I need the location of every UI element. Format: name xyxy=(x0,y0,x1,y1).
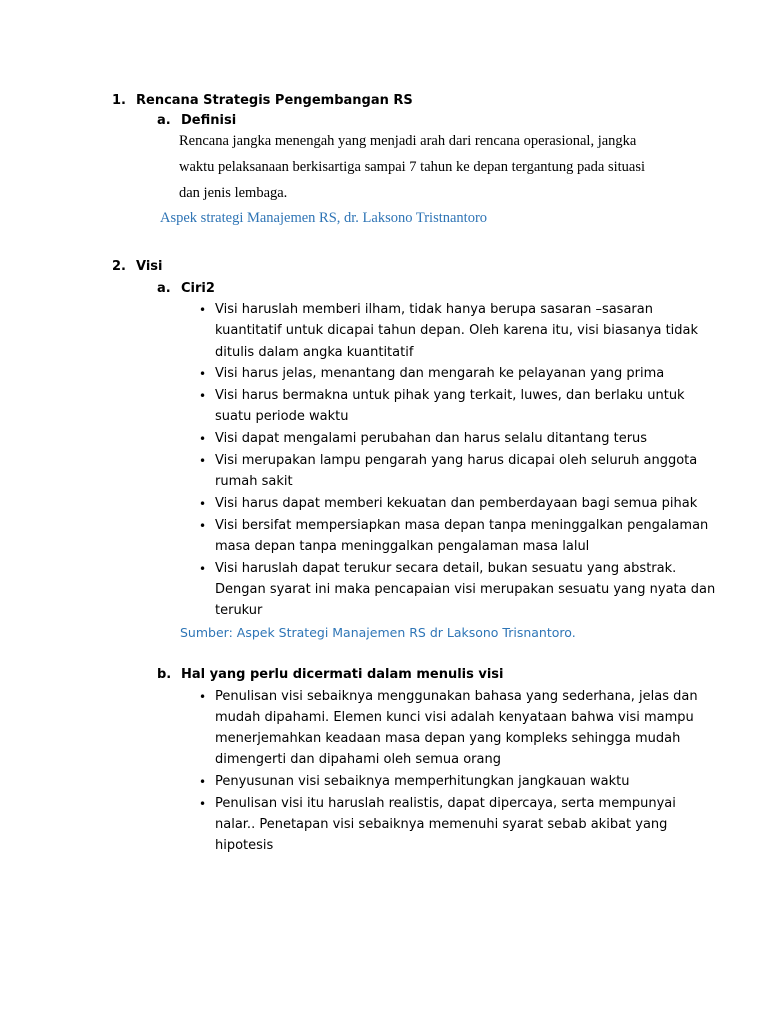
bullet-icon: • xyxy=(199,519,207,533)
bullet-text-line: Visi harus bermakna untuk pihak yang terkait, luwes, dan berlaku untuk xyxy=(215,388,685,403)
bullet-text-line: Visi haruslah dapat terukur secara detail, bukan sesuatu yang abstrak. xyxy=(215,561,677,576)
bullet-text-line: Visi harus jelas, menantang dan mengarah ke pelayanan yang prima xyxy=(215,366,665,381)
bullet-text-line: menerjemahkan keadaan masa depan yang kompleks sehingga mudah xyxy=(215,731,681,746)
bullet-icon: • xyxy=(199,454,207,468)
bullet-text-line: suatu periode waktu xyxy=(215,409,349,424)
definition-source: Aspek strategi Manajemen RS, dr. Laksono Tristnantoro xyxy=(160,210,488,226)
section-1-number: 1. xyxy=(112,93,126,108)
bullet-text-line: Penulisan visi itu haruslah realistis, dapat dipercaya, serta mempunyai xyxy=(215,796,676,811)
bullet-text-line: dimengerti dan dipahami oleh semua orang xyxy=(215,752,501,767)
section-2-title: Visi xyxy=(136,259,163,274)
section-2a-title: Ciri2 xyxy=(181,281,215,296)
bullet-icon: • xyxy=(199,497,207,511)
bullet-text-line: Penulisan visi sebaiknya menggunakan bahasa yang sederhana, jelas dan xyxy=(215,689,698,704)
bullet-text-line: Visi merupakan lampu pengarah yang harus dicapai oleh seluruh anggota xyxy=(215,453,698,468)
section-2b-title: Hal yang perlu dicermati dalam menulis visi xyxy=(181,667,504,682)
bullet-icon: • xyxy=(199,797,207,811)
bullet-icon: • xyxy=(199,775,207,789)
bullet-text-line: Visi dapat mengalami perubahan dan harus selalu ditantang terus xyxy=(215,431,648,446)
bullet-icon: • xyxy=(199,367,207,381)
bullet-text-line: terukur xyxy=(215,603,263,618)
bullet-icon: • xyxy=(199,432,207,446)
section-1a-title: Definisi xyxy=(181,113,237,128)
bullet-text-line: Visi haruslah memberi ilham, tidak hanya berupa sasaran –sasaran xyxy=(215,302,653,317)
bullet-text-line: nalar.. Penetapan visi sebaiknya memenuhi syarat sebab akibat yang xyxy=(215,817,668,832)
bullet-text-line: masa depan tanpa meninggalkan pengalaman masa lalul xyxy=(215,539,590,554)
ciri-source: Sumber: Aspek Strategi Manajemen RS dr Laksono Trisnantoro. xyxy=(180,625,576,640)
definition-line: dan jenis lembaga. xyxy=(179,185,288,201)
bullet-text-line: ditulis dalam angka kuantitatif xyxy=(215,345,414,360)
bullet-text-line: Penyusunan visi sebaiknya memperhitungkan jangkauan waktu xyxy=(215,774,630,789)
section-1a-letter: a. xyxy=(157,113,171,128)
bullet-icon: • xyxy=(199,303,207,317)
bullet-text-line: kuantitatif untuk dicapai tahun depan. Oleh karena itu, visi biasanya tidak xyxy=(215,323,699,338)
section-1-title: Rencana Strategis Pengembangan RS xyxy=(136,93,413,108)
bullet-text-line: mudah dipahami. Elemen kunci visi adalah kenyataan bahwa visi mampu xyxy=(215,710,694,725)
definition-line: waktu pelaksanaan berkisartiga sampai 7 tahun ke depan tergantung pada situasi xyxy=(179,159,645,175)
definition-line: Rencana jangka menengah yang menjadi arah dari rencana operasional, jangka xyxy=(179,133,637,149)
section-2-number: 2. xyxy=(112,259,126,274)
section-2b-letter: b. xyxy=(157,667,172,682)
bullet-text-line: hipotesis xyxy=(215,838,274,853)
bullet-icon: • xyxy=(199,389,207,403)
bullet-text-line: rumah sakit xyxy=(215,474,293,489)
section-2a-letter: a. xyxy=(157,281,171,296)
bullet-text-line: Dengan syarat ini maka pencapaian visi merupakan sesuatu yang nyata dan xyxy=(215,582,716,597)
bullet-text-line: Visi bersifat mempersiapkan masa depan tanpa meninggalkan pengalaman xyxy=(215,518,709,533)
bullet-icon: • xyxy=(199,562,207,576)
bullet-icon: • xyxy=(199,690,207,704)
bullet-text-line: Visi harus dapat memberi kekuatan dan pemberdayaan bagi semua pihak xyxy=(215,496,698,511)
